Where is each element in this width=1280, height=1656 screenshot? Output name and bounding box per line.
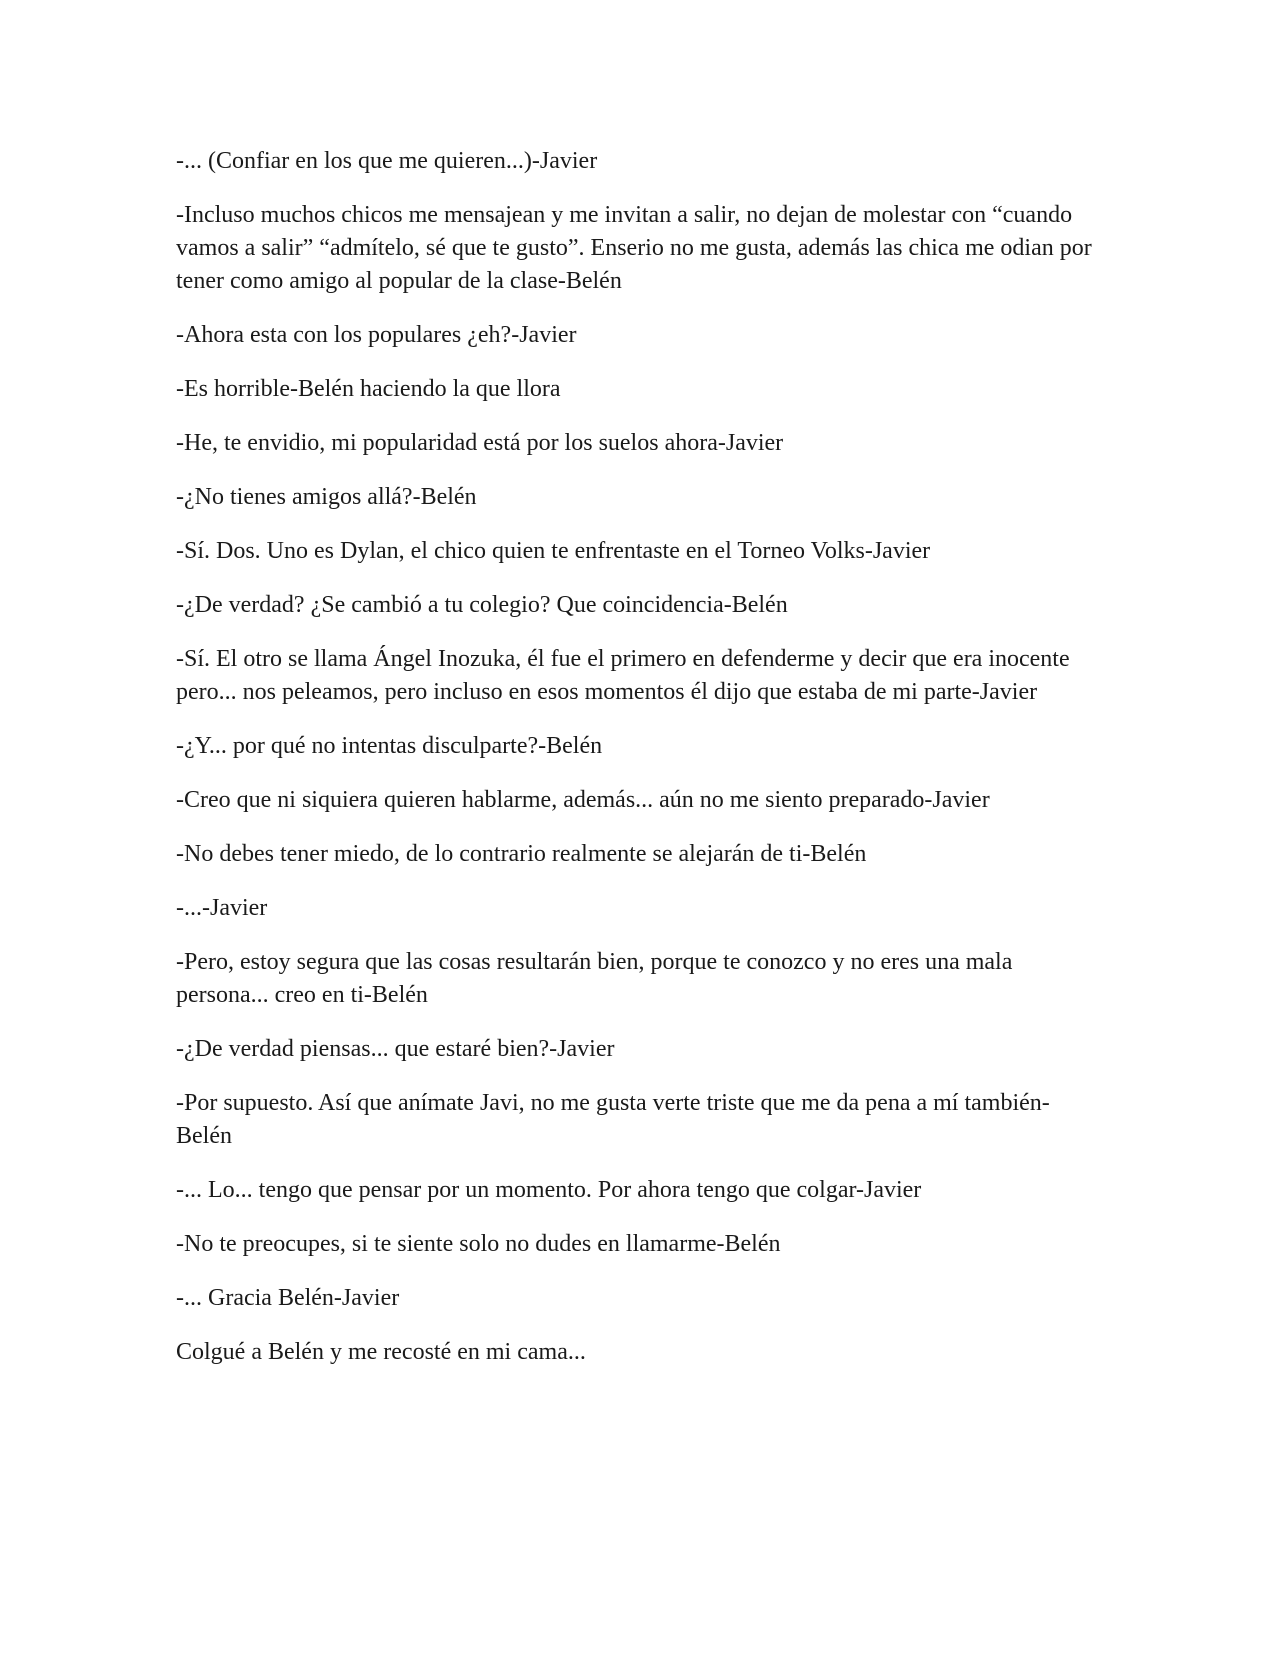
paragraph: Colgué a Belén y me recosté en mi cama... <box>176 1339 586 1365</box>
paragraph: -¿Y... por qué no intentas disculparte?-Belén <box>176 733 603 759</box>
paragraph: -He, te envidio, mi popularidad está por los suelos ahora-Javier <box>176 430 784 456</box>
document-body <box>176 145 1096 1390</box>
paragraph: -...-Javier <box>176 895 268 921</box>
paragraph: -... (Confiar en los que me quieren...)-Javier <box>176 148 598 174</box>
paragraph: -No te preocupes, si te siente solo no dudes en llamarme-Belén <box>176 1231 781 1257</box>
paragraph: -... Lo... tengo que pensar por un momento. Por ahora tengo que colgar-Javier <box>176 1177 922 1203</box>
paragraph: -¿No tienes amigos allá?-Belén <box>176 484 477 510</box>
paragraph: -... Gracia Belén-Javier <box>176 1285 400 1311</box>
paragraph: -Sí. El otro se llama Ángel Inozuka, él fue el primero en defenderme y decir que era inocente pero... nos peleamos, pero incluso en esos momentos él dijo que estaba de mi parte-Javier <box>176 646 1070 705</box>
paragraph: -Incluso muchos chicos me mensajean y me invitan a salir, no dejan de molestar con “cuando vamos a salir” “admítelo, sé que te gusto”. Enserio no me gusta, además las chica me odian por tener como amigo al popular de la clase-Belén <box>176 202 1092 294</box>
paragraph: -¿De verdad? ¿Se cambió a tu colegio? Que coincidencia-Belén <box>176 592 788 618</box>
paragraph: -Por supuesto. Así que anímate Javi, no me gusta verte triste que me da pena a mí también-Belén <box>176 1090 1050 1149</box>
paragraph: -Sí. Dos. Uno es Dylan, el chico quien te enfrentaste en el Torneo Volks-Javier <box>176 538 931 564</box>
paragraph: -Ahora esta con los populares ¿eh?-Javier <box>176 322 577 348</box>
paragraph: -Es horrible-Belén haciendo la que llora <box>176 376 561 402</box>
paragraph: -No debes tener miedo, de lo contrario realmente se alejarán de ti-Belén <box>176 841 867 867</box>
paragraph: -Creo que ni siquiera quieren hablarme, además... aún no me siento preparado-Javier <box>176 787 990 813</box>
paragraph: -Pero, estoy segura que las cosas resultarán bien, porque te conozco y no eres una mala persona... creo en ti-Belén <box>176 949 1013 1008</box>
paragraph: -¿De verdad piensas... que estaré bien?-Javier <box>176 1036 615 1062</box>
